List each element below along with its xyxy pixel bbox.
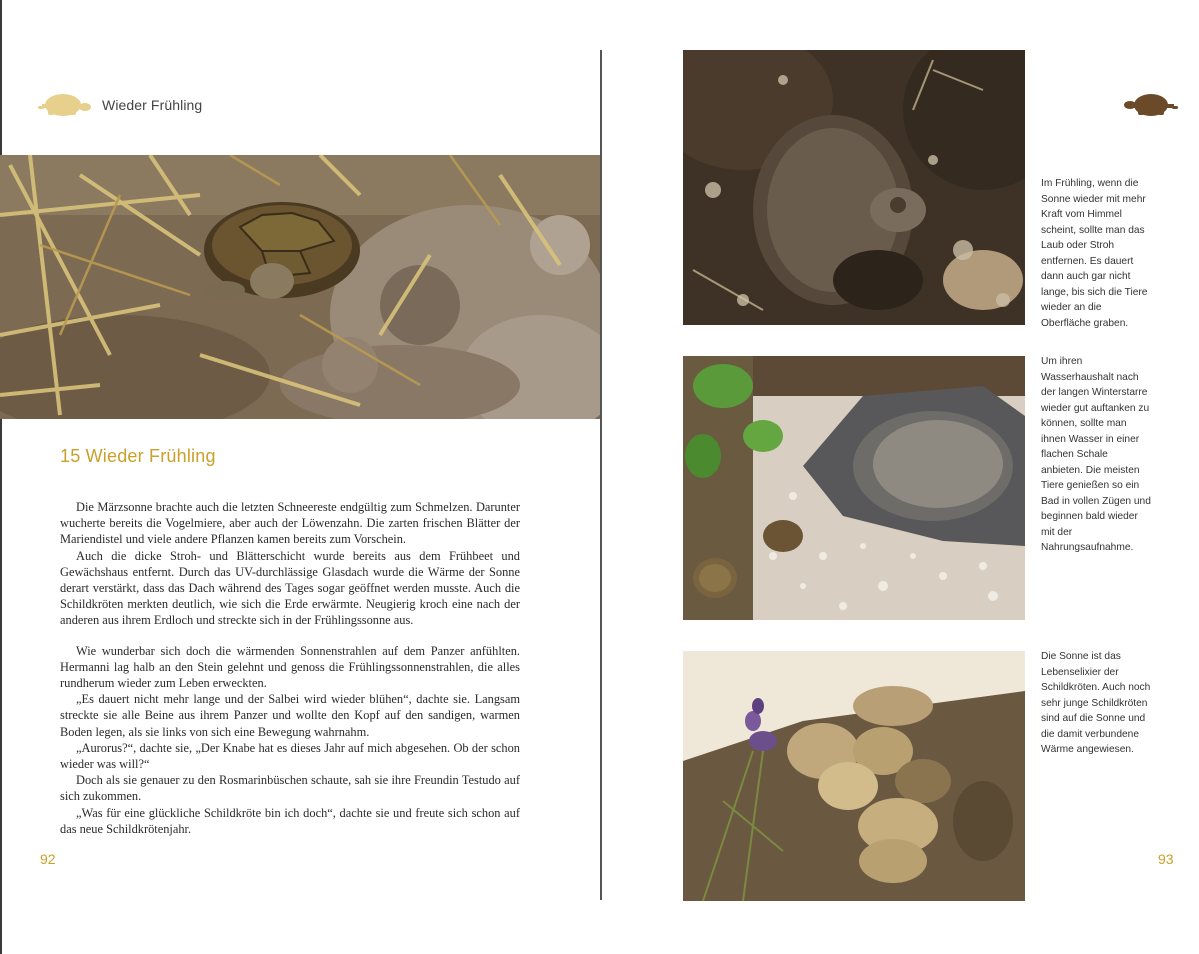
chapter-title: 15 Wieder Frühling [60, 446, 216, 466]
photo-turtles-water-bowl [683, 356, 1025, 620]
photo-caption: Im Frühling, wenn die Sonne wieder mit mehr Kraft vom Himmel scheint, sollte man das Laub oder Stroh entfernen. Es dauert dann auch gar nicht lange, bis sich die Tiere wieder an die Oberfläche graben. [1041, 178, 1148, 329]
photo-young-turtles-sun [683, 651, 1025, 901]
body-paragraph: „Aurorus?“, dachte sie, „Der Knabe hat es dieses Jahr auf mich abgesehen. Ob der schon wieder was will?“ [60, 740, 520, 772]
page-edge [0, 0, 2, 954]
body-paragraph: Auch die dicke Stroh- und Blätterschicht wurde bereits aus dem Frühbeet und Gewächshaus entfernt. Durch das UV-durchlässige Glasdach wurde die Wärme der Sonne derart verstärkt, dass das Dach während des Tages sogar geöffnet werden musste. Auch die Schildkröten merkten deutlich, wie sich die Erde erwärmte. Neugierig kroch eine nach der anderen aus ihrem Erdloch und streckte sich in der Frühlingssonne aus. [60, 548, 520, 628]
turtle-icon [38, 92, 92, 118]
photo-turtle-emerging [683, 50, 1025, 325]
body-paragraph: „Es dauert nicht mehr lange und der Salbei wird wieder blühen“, dachte sie. Langsam streckte sie alle Beine aus ihrem Panzer und wollte den Kopf auf den sandigen, warmen Boden legen, als sie links von sich eine Bewegung wahrnahm. [60, 692, 520, 739]
body-paragraph: Die Märzsonne brachte auch die letzten Schneereste endgültig zum Schmelzen. Darunter wucherte bereits die Vogelmiere, aber auch der Löwenzahn. Die zarten frischen Blätter der Mariendistel und viele andere Pflanzen kamen bereits zum Vorschein. [60, 500, 520, 547]
body-paragraph: Wie wunderbar sich doch die wärmenden Sonnenstrahlen auf dem Panzer anfühlten. Hermanni lag halb an den Stein gelehnt und genoss die Frühlingssonnenstrahlen, die alles rundherum wieder zum Leben erweckten. [60, 643, 520, 691]
page-number-left: 92 [40, 851, 56, 867]
running-header [38, 90, 202, 120]
photo-caption: Um ihren Wasserhaushalt nach der langen Winterstarre wieder gut auftanken zu können, sollte man ihnen Wasser in einer flachen Schale anbieten. Die meisten Tiere genießen so ein Bad in vollen Zügen und beginnen bald wieder mit der Nahrungsaufnahme. [1041, 356, 1151, 553]
gutter-line [600, 50, 602, 900]
photo-caption: Die Sonne ist das Lebenselixier der Schildkröten. Auch noch sehr junge Schildkröten sind auf die Sonne und die damit verbundene Wärme angewiesen. [1041, 651, 1151, 755]
photo-turtle-in-straw [0, 155, 600, 419]
running-title: Wieder Frühling [102, 97, 203, 113]
turtle-icon [1124, 92, 1178, 118]
chapter-body [60, 499, 520, 837]
body-paragraph: „Was für eine glückliche Schildkröte bin ich doch“, dachte sie und freute sich schon auf das neue Schildkrötenjahr. [60, 805, 520, 836]
body-paragraph: Doch als sie genauer zu den Rosmarinbüschen schaute, sah sie ihre Freundin Testudo auf sich zukommen. [60, 773, 520, 804]
page-number-right: 93 [1158, 851, 1174, 867]
